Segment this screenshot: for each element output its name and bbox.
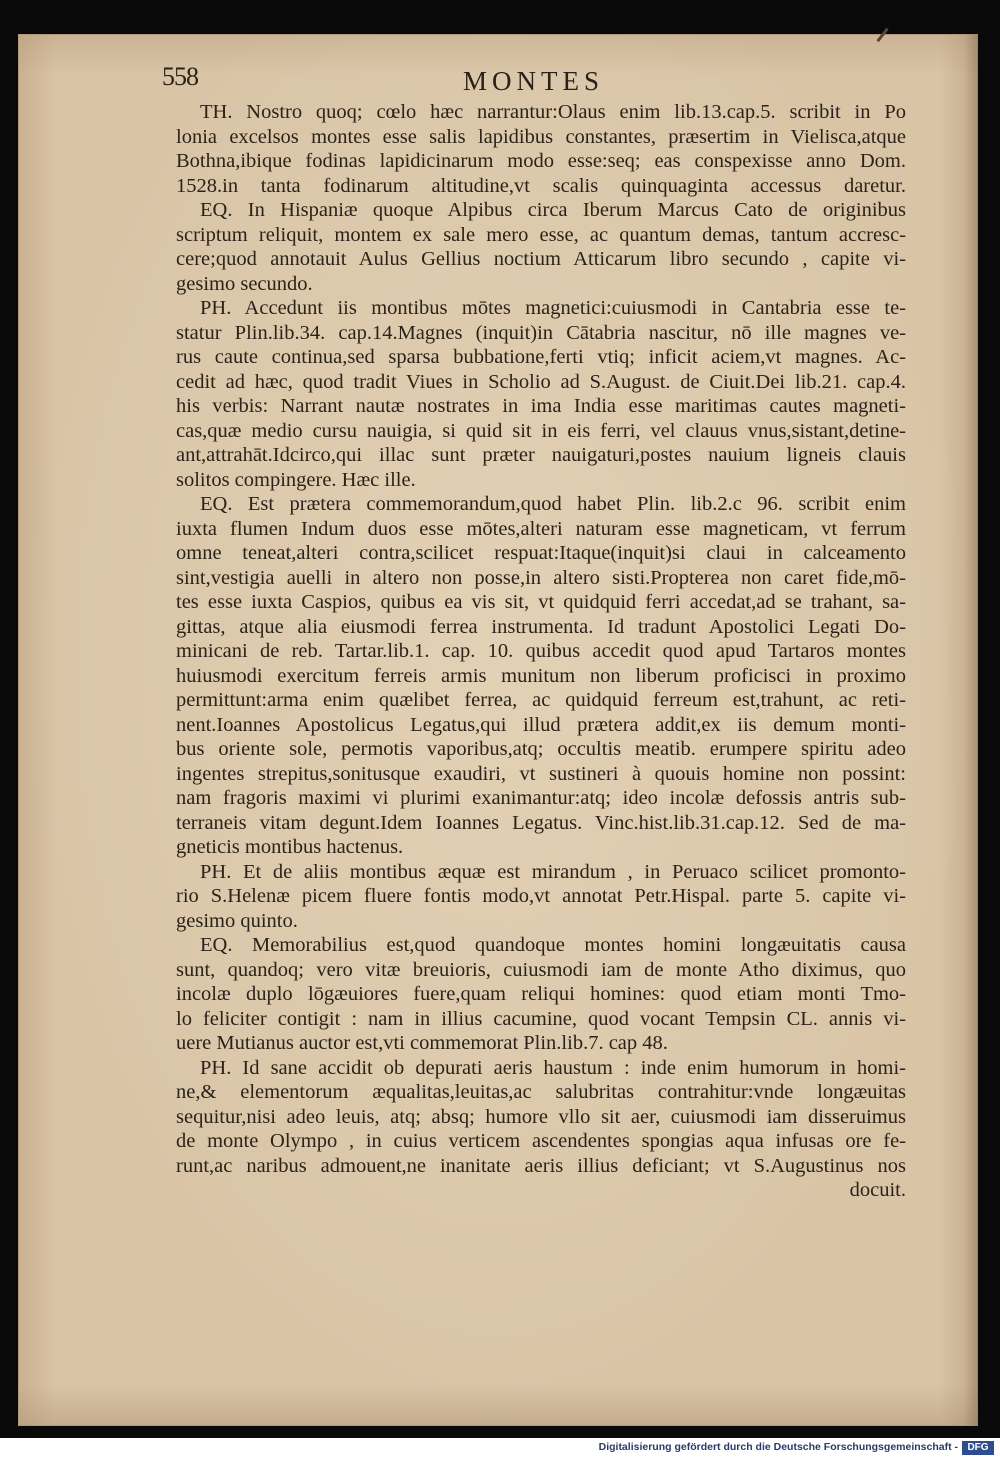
text-line: statur Plin.lib.34. cap.14.Magnes (inquit)in Cātabria nascitur, nō ille magnes ve- [176,321,906,344]
text-line: incolæ duplo lōgæuiores fuere,quam reliqui homines: quod etiam monti Tmo- [176,983,906,1005]
text-line: nent.Ioannes Apostolicus Legatus,qui illud prætera addit,ex iis demum monti- [176,713,906,736]
text-line: de monte Olympo , in cuius verticem ascendentes spongias aqua infusas ore fe- [176,1130,906,1152]
text-line: sequitur,nisi adeo leuis, atq; absq; humore vllo sit aer, cuiusmodi iam disseruimus [176,1105,906,1128]
text-line: ne,& elementorum æqualitas,leuitas,ac salubritas contrahitur:vnde longæuitas [176,1081,906,1103]
text-line: EQ. Est prætera commemorandum,quod habet Plin. lib.2.c 96. scribit enim [200,493,906,515]
text-line: cere;quod annotauit Aulus Gellius noctium Atticarum libro secundo , capite vi- [176,248,906,270]
text-line: runt,ac naribus admouent,ne inanitate aeris illius deficiant; vt S.Augustinus nos [176,1154,906,1177]
page-number: 558 [162,62,198,91]
text-line: omne teneat,alteri contra,scilicet respuat:Itaque(inquit)si claui in calceamento [176,542,906,564]
catchword: docuit. [849,1179,906,1201]
text-line: 1528.in tanta fodinarum altitudine,vt scalis quinquaginta accessus daretur. [176,174,906,197]
text-line: permittunt:arma enim quælibet ferrea, ac quidquid ferreum est,trahunt, ac reti- [176,689,906,711]
funding-credit: Digitalisierung gefördert durch die Deutsche Forschungsgemeinschaft - [598,1441,958,1453]
text-line: sint,vestigia auelli in altero non posse,in altero sisti.Propterea non caret fide,mō- [176,566,906,589]
text-line: minicani de reb. Tartar.lib.1. cap. 10. quibus accedit quod apud Tartaros montes [176,640,906,662]
text-line: cas,quæ medio cursu nauigia, si quid sit in eis ferri, vel clauus vnus,sistant,detine- [176,419,906,442]
text-line: Bothna,ibique fodinas lapidicinarum modo esse:seq; eas conspexisse anno Dom. [176,150,906,172]
body-text [176,100,906,1203]
text-line: his verbis: Narrant nautæ nostrates in ima India esse maritimas cautes magneti- [176,395,906,417]
text-line: tes esse iuxta Caspios, quibus ea vis sit, vt quidquid ferri accedat,ad se trahant, sa- [176,591,906,613]
text-line: gittas, atque alia eiusmodi ferrea instrumenta. Id tradunt Apostolici Legati Do- [176,615,906,638]
text-line: lonia excelsos montes esse salis lapidibus constantes, præsertim in Vielisca,atque [176,125,906,148]
text-line: huiusmodi exercitum ferreis armis munitum non liberum proficisci in proximo [176,664,906,687]
text-line: solitos compingere. Hæc ille. [176,468,416,491]
text-line: ant,attrahāt.Idcirco,qui illac sunt præter nauigaturi,postes nauium ligneis clauis [176,444,906,466]
text-line: lo feliciter contigit : nam in illius cacumine, quod vocant Tempsin CL. annis vi- [176,1007,906,1030]
text-line: EQ. Memorabilius est,quod quandoque montes homini longæuitatis causa [200,934,906,956]
text-line: EQ. In Hispaniæ quoque Alpibus circa Iberum Marcus Cato de originibus [200,199,906,221]
text-line: gesimo secundo. [176,272,313,295]
page-edge-shadow [964,34,978,1426]
text-line: iuxta flumen Indum duos esse mōtes,alteri naturam esse magneticam, vt ferrum [176,517,906,540]
text-line: PH. Et de aliis montibus æquæ est mirandum , in Peruaco scilicet promonto- [200,860,906,883]
text-line: PH. Accedunt iis montibus mōtes magnetici:cuiusmodi in Cantabria esse te- [200,297,906,319]
text-line: terraneis vitam degunt.Idem Ioannes Legatus. Vinc.hist.lib.31.cap.12. Sed de ma- [176,811,906,834]
text-line: uere Mutianus auctor est,vti commemorat Plin.lib.7. cap 48. [176,1032,668,1054]
text-line: rus caute continua,sed sparsa bubbatione,ferti vtiq; inficit aciem,vt magnes. Ac- [176,346,906,368]
text-line: gneticis montibus hactenus. [176,836,404,858]
running-head: MONTES [463,66,605,96]
text-line: TH. Nostro quoq; cœlo hæc narrantur:Olaus enim lib.13.cap.5. scribit in Po [200,101,906,123]
text-line: scriptum reliquit, montem ex sale mero esse, ac quantum demas, tantum accresc- [176,223,906,246]
text-line: sunt, quandoq; vero vitæ breuioris, cuiusmodi iam de monte Atho diximus, quo [176,958,906,981]
text-line: gesimo quinto. [176,909,298,932]
text-line: bus oriente sole, permotis vaporibus,atq; occultis meatib. erumpere spiritu adeo [176,738,906,760]
footer-bar [0,1438,1000,1459]
text-line: PH. Id sane accidit ob depurati aeris haustum : inde enim humorum in homi- [200,1056,906,1079]
dfg-logo-icon: DFG [962,1441,994,1455]
text-line: cedit ad hæc, quod tradit Viues in Scholio ad S.August. de Ciuit.Dei lib.21. cap.4. [176,370,906,393]
text-line: nam fragoris maximi vi plurimi exanimantur:atq; ideo incolæ defossis antris sub- [176,787,906,809]
text-line: ingentes strepitus,sonitusque exaudiri, vt sustineri à quouis homine non possint: [176,762,906,785]
text-line: rio S.Helenæ picem fluere fontis modo,vt annotat Petr.Hispal. parte 5. capite vi- [176,885,906,907]
